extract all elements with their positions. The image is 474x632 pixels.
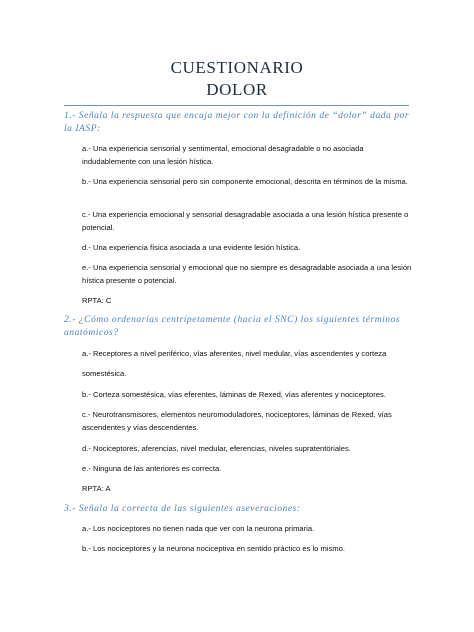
question-1-option-a: a.- Una experiencia sensorial y sentimental, emocional desagradable o no asociada indudablemente con una lesión hística. — [82, 144, 364, 166]
question-2-option-e: e.- Ninguna de las anteriores es correcta. — [82, 464, 222, 473]
question-1-answer: RPTA: C — [82, 296, 112, 305]
question-2-option-a: a.- Receptores a nivel periférico, vías aferentes, nivel medular, vías ascendentes y corteza — [82, 349, 387, 358]
question-2-answer: RPTA: A — [82, 484, 111, 493]
document-title: CUESTIONARIO — [170, 58, 304, 77]
question-3-option-a: a.- Los nociceptores no tienen nada que ver con la neurona primaria. — [82, 524, 315, 533]
question-1-option-e: e.- Una experiencia sensorial y emocional que no siempre es desagradable asociada a una lesión hística presente o potencial. — [82, 263, 412, 285]
title-divider — [64, 105, 409, 106]
question-2-option-c: c.- Neurotransmisores, elementos neuromoduladores, nociceptores, láminas de Rexed, vías ascendentes y vías descendentes. — [82, 410, 392, 432]
question-2-option-d: d.- Nociceptores, aferencias, nivel medular, eferencias, niveles supratentoriales. — [82, 444, 351, 453]
question-1-option-d: d.- Una experiencia física asociada a una evidente lesión hística. — [82, 243, 301, 252]
question-3-option-b: b.- Los nociceptores y la neurona nociceptiva en sentido práctico es lo mismo. — [82, 544, 345, 553]
question-2-option-b: b.- Corteza somestésica, vías eferentes, láminas de Rexed, vías aferentes y nociceptores. — [82, 390, 386, 399]
question-1-option-c: c.- Una experiencia emocional y sensorial desagradable asociada a una lesión hística presente o potencial. — [82, 210, 409, 232]
question-2-option-a-cont: somestésica. — [82, 369, 127, 378]
question-1-prompt: 1.- Señala la respuesta que encaja mejor con la definición de “dolor” dada por la IASP: — [64, 110, 410, 134]
question-3-prompt: 3.- Señala la correcta de las siguientes aseveraciones: — [64, 503, 301, 514]
document-subtitle: DOLOR — [206, 80, 268, 99]
question-2-prompt: 2.- ¿Cómo ordenarías centrípetamente (hacia el SNC) los siguientes términos anatómicos? — [64, 314, 401, 338]
question-1-option-b: b.- Una experiencia sensorial pero sin componente emocional, descrita en términos de la misma. — [82, 177, 408, 186]
